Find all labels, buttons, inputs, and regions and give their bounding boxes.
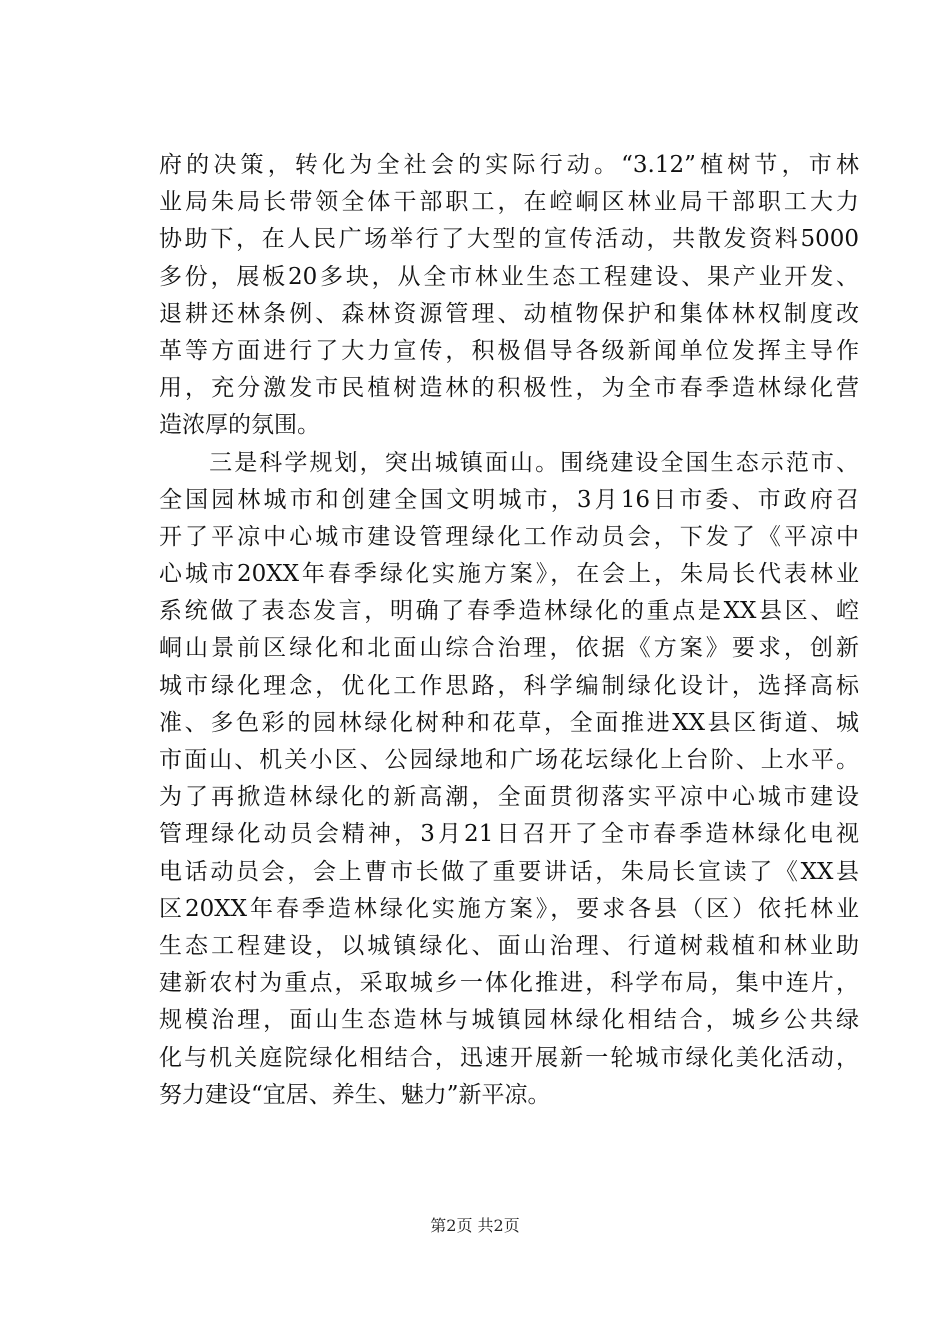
text-line: 为了再掀造林绿化的新高潮，全面贯彻落实平凉中心城市建设 — [159, 784, 859, 811]
text-line: 电话动员会，会上曹市长做了重要讲话，朱局长宣读了《XX县 — [159, 858, 859, 885]
paragraph-start-line: 三是科学规划，突出城镇面山。围绕建设全国生态示范市、 — [159, 449, 859, 476]
text-line: 协助下，在人民广场举行了大型的宣传活动，共散发资料5000 — [159, 226, 859, 253]
paragraph-end-line: 努力建设“宜居、养生、魅力”新平凉。 — [159, 1081, 551, 1108]
text-line: 市面山、机关小区、公园绿地和广场花坛绿化上台阶、上水平。 — [159, 747, 859, 773]
text-line: 业局朱局长带领全体干部职工，在崆峒区林业局干部职工大力 — [159, 189, 859, 216]
text-line: 系统做了表态发言，明确了春季造林绿化的重点是XX县区、崆 — [159, 598, 859, 625]
text-line: 生态工程建设，以城镇绿化、面山治理、行道树栽植和林业助 — [159, 932, 859, 959]
text-line: 区20XX年春季造林绿化实施方案》，要求各县（区）依托林业 — [159, 895, 859, 922]
text-line: 峒山景前区绿化和北面山综合治理，依据《方案》要求，创新 — [159, 635, 859, 662]
paragraph-end-line: 造浓厚的氛围。 — [159, 412, 320, 439]
body-text — [159, 147, 859, 1114]
text-line: 准、多色彩的园林绿化树种和花草，全面推进XX县区街道、城 — [159, 709, 859, 736]
text-line: 化与机关庭院绿化相结合，迅速开展新一轮城市绿化美化活动， — [159, 1044, 859, 1071]
text-line: 退耕还林条例、森林资源管理、动植物保护和集体林权制度改 — [159, 300, 859, 327]
text-line: 府的决策，转化为全社会的实际行动。“3.12”植树节，市林 — [159, 152, 859, 178]
text-line: 多份，展板20多块，从全市林业生态工程建设、果产业开发、 — [159, 263, 859, 290]
text-line: 管理绿化动员会精神，3月21日召开了全市春季造林绿化电视 — [159, 821, 859, 848]
text-line: 全国园林城市和创建全国文明城市，3月16日市委、市政府召 — [159, 486, 859, 513]
text-line: 规模治理，面山生态造林与城镇园林绿化相结合，城乡公共绿 — [159, 1007, 859, 1034]
text-line: 革等方面进行了大力宣传，积极倡导各级新闻单位发挥主导作 — [159, 337, 859, 364]
text-line: 开了平凉中心城市建设管理绿化工作动员会，下发了《平凉中 — [159, 523, 859, 550]
text-line: 心城市20XX年春季绿化实施方案》，在会上，朱局长代表林业 — [159, 561, 859, 588]
text-line: 用，充分激发市民植树造林的积极性，为全市春季造林绿化营 — [159, 375, 859, 402]
text-line: 城市绿化理念，优化工作思路，科学编制绿化设计，选择高标 — [159, 672, 859, 699]
page-footer — [0, 1216, 950, 1236]
text-line: 建新农村为重点，采取城乡一体化推进，科学布局，集中连片， — [159, 970, 859, 997]
page-number-label: 第2页 共2页 — [430, 1216, 520, 1235]
